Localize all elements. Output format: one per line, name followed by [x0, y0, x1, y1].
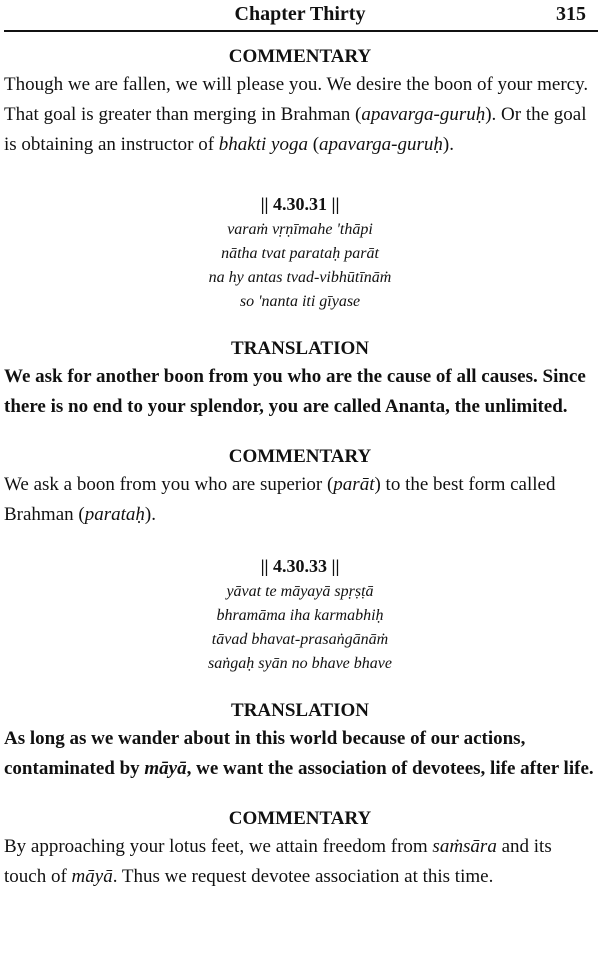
verse-line: yāvat te māyayā spṛṣṭā — [226, 583, 374, 600]
commentary-paragraph-1 — [4, 70, 596, 160]
translation-heading-2: TRANSLATION — [231, 700, 369, 721]
verse-block-2 — [4, 552, 596, 676]
translation-heading-1: TRANSLATION — [231, 338, 369, 359]
text-run: . Thus we request devotee association at this time. — [112, 866, 494, 887]
commentary-heading-1: COMMENTARY — [228, 46, 372, 67]
sanskrit-term: parāt — [333, 474, 375, 495]
text-run: ). — [442, 134, 454, 155]
page-content — [4, 44, 596, 892]
commentary-paragraph-3 — [4, 832, 596, 892]
text-run: As long as we wander about in this world because of our actions, contaminated by — [4, 728, 526, 779]
sanskrit-term: apavarga-guruḥ — [319, 134, 443, 155]
sanskrit-term: parataḥ — [84, 504, 145, 525]
sanskrit-term: apavarga-guruḥ — [361, 104, 486, 125]
sanskrit-term: māyā — [71, 866, 113, 887]
text-run: ). Or the goal is obtaining an instructor of — [4, 104, 587, 155]
page-number: 315 — [556, 3, 586, 25]
commentary-paragraph-2 — [4, 470, 596, 530]
text-run: , we want the association of devotees, life after life. — [186, 758, 594, 779]
verse-number: || 4.30.33 || — [260, 556, 340, 576]
verse-line: so 'nanta iti gīyase — [239, 293, 361, 310]
verse-block-1 — [4, 190, 596, 314]
verse-line: varaṁ vṛṇīmahe 'thāpi — [227, 221, 373, 238]
header-rule — [4, 30, 598, 32]
text-run: Though we are fallen, we will please you. We desire the boon of your mercy. That goal is greater than merging in Brahman ( — [4, 74, 589, 125]
commentary-heading-2: COMMENTARY — [228, 446, 372, 467]
running-header — [0, 0, 600, 34]
text-run: By approaching your lotus feet, we attain freedom from — [4, 836, 433, 857]
commentary-heading-3: COMMENTARY — [228, 808, 372, 829]
verse-line: na hy antas tvad-vibhūtīnāṁ — [208, 269, 392, 286]
sanskrit-term: saṁsāra — [432, 836, 497, 857]
translation-paragraph-2 — [4, 724, 596, 784]
verse-line: bhramāma iha karmabhiḥ — [216, 607, 384, 624]
text-run: ). — [144, 504, 156, 525]
verse-line: saṅgaḥ syān no bhave bhave — [208, 655, 392, 672]
text-run: ) to the best form called Brahman ( — [4, 474, 556, 525]
verse-line: tāvad bhavat-prasaṅgānāṁ — [211, 631, 389, 648]
chapter-title: Chapter Thirty — [234, 3, 366, 25]
text-run: ( — [307, 134, 320, 155]
translation-paragraph-1: We ask for another boon from you who are the cause of all causes. Since there is no end to your splendor, you are called Ananta, the unlimited. — [4, 366, 586, 417]
sanskrit-term: bhakti yoga — [218, 134, 308, 155]
verse-number: || 4.30.31 || — [260, 194, 340, 214]
verse-line: nātha tvat parataḥ parāt — [221, 245, 379, 262]
sanskrit-term: māyā — [144, 758, 187, 779]
text-run: We ask a boon from you who are superior ( — [4, 474, 334, 495]
text-run: and its touch of — [4, 836, 552, 887]
